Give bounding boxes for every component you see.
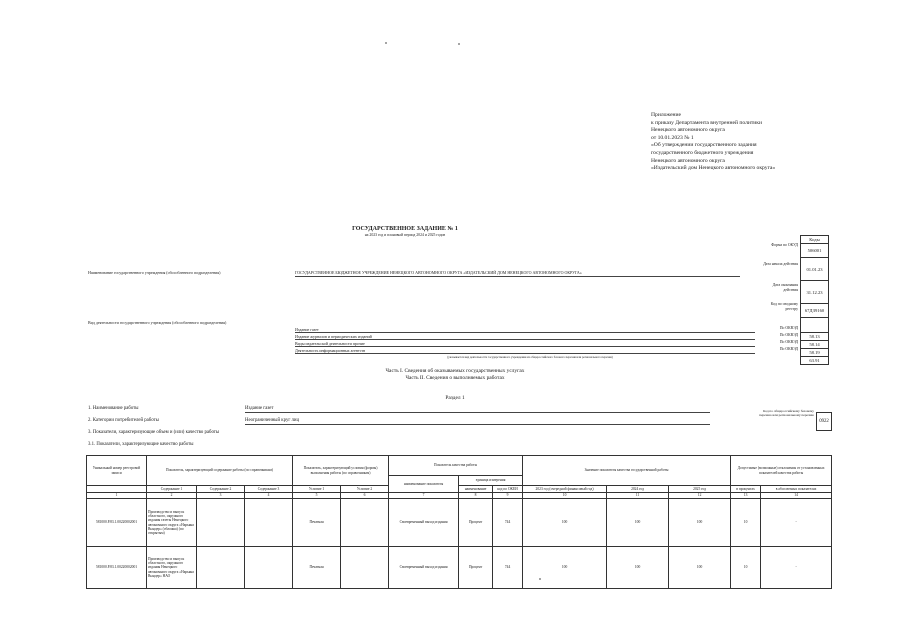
row-id: 581000.Р.83.1.00220002001 xyxy=(87,499,147,547)
th-sub-absolute: в абсолютных показателях xyxy=(761,486,832,493)
row-id: 581000.Р.83.1.00220002001 xyxy=(87,547,147,589)
row-unit: Процент xyxy=(459,499,493,547)
appendix-block xyxy=(651,112,841,173)
col-num: 9 xyxy=(493,493,523,499)
th-unique-number: Уникальный номер реестровой записи xyxy=(87,456,147,486)
work-quality-label: 3.1. Показатели, характеризующие качество работы xyxy=(88,442,194,447)
row-absolute: - xyxy=(761,499,832,547)
activity-item-2: Издание журналов и периодических изданий xyxy=(295,334,372,339)
th-quality: Показатель качества работы xyxy=(389,456,523,476)
row-condition: Печатная xyxy=(293,547,341,589)
row-absolute: - xyxy=(761,547,832,589)
institution-name: ГОСУДАРСТВЕННОЕ БЮДЖЕТНОЕ УЧРЕЖДЕНИЕ НЕНЕЦКОГО АВТОНОМНОГО ОКРУГА «ИЗДАТЕЛЬСКИЙ ДОМ НЕНЕЦКОГО АВТОНОМНОГО ОКРУГА» xyxy=(295,270,582,275)
th-sub-cond-1: Условие 1 xyxy=(293,486,341,493)
table-row xyxy=(87,499,832,547)
th-sub-year-2024: 2024 год xyxy=(607,486,669,493)
col-num: 2 xyxy=(147,493,197,499)
scan-speck xyxy=(458,43,460,45)
row-content: Производство и выпуск областного, окружного издания Ненецкого автономного округа «Нарьяна Вындер» НАО xyxy=(147,547,197,589)
th-sub-content-2: Содержание 2 xyxy=(197,486,245,493)
th-values: Значение показателя качества государственной работы xyxy=(523,456,731,486)
work-name-underline xyxy=(245,412,710,413)
code-form: 506001 xyxy=(801,244,828,258)
th-sub-cond-2: Условие 2 xyxy=(341,486,389,493)
activity-item-4: Деятельность информационных агентств xyxy=(295,348,366,353)
col-num: 6 xyxy=(341,493,389,499)
appendix-line: от 10.01.2023 № 1 xyxy=(651,134,694,141)
th-unit: единица измерения xyxy=(459,476,523,486)
activity-line-4 xyxy=(295,353,755,354)
code-end-label: Дата окончания действия xyxy=(772,283,798,292)
row-value-2024: 100 xyxy=(607,499,669,547)
col-num: 3 xyxy=(197,493,245,499)
part-1-heading: Часть I. Сведения об оказываемых государственных услугах xyxy=(385,368,525,374)
code-start-label: Дата начала действия xyxy=(763,262,798,266)
activity-line-3 xyxy=(295,346,755,347)
work-name-value: Издание газет xyxy=(245,406,274,411)
work-code-value: 0922 xyxy=(816,412,832,431)
okved-label-2: По ОКВЭД xyxy=(779,333,798,337)
row-value-2024: 100 xyxy=(607,547,669,589)
table-row xyxy=(87,547,832,589)
document-title: ГОСУДАРСТВЕННОЕ ЗАДАНИЕ № 1 xyxy=(352,226,458,232)
row-indicator: Своевременный выход издания xyxy=(389,547,459,589)
code-start: 01.01.23 xyxy=(801,258,828,281)
col-num: 1 xyxy=(87,493,147,499)
col-num: 7 xyxy=(389,493,459,499)
part-2-heading: Часть II. Сведения о выполняемых работах xyxy=(405,375,505,381)
appendix-line: «Издательский дом Ненецкого автономного округа» xyxy=(651,165,776,172)
col-num: 4 xyxy=(245,493,293,499)
row-indicator: Своевременный выход издания xyxy=(389,499,459,547)
code-reg: 67ДЗ9160 xyxy=(801,304,828,318)
th-content: Показатель, характеризующий содержание работы (по справочникам) xyxy=(147,456,293,486)
activity-note: (указывается вид деятельности государственного учреждения из общероссийского базового перечня или регионального перечня) xyxy=(447,355,613,359)
th-indicator-name: наименование показателя xyxy=(389,476,459,493)
work-indicators-label: 3. Показатели, характеризующие объем и (или) качество работы xyxy=(88,430,220,435)
code-end: 31.12.23 xyxy=(801,281,828,304)
col-num: 14 xyxy=(761,493,832,499)
row-value-2023: 100 xyxy=(523,547,607,589)
institution-label: Наименование государственного учреждения (обособленного подразделения) xyxy=(88,270,221,275)
activity-label: Вид деятельности государственного учреждения (обособленного подразделения) xyxy=(88,320,227,325)
col-num: 12 xyxy=(669,493,731,499)
quality-table xyxy=(86,455,832,589)
row-percent: 10 xyxy=(731,499,761,547)
code-okved-2: 58.14 xyxy=(801,341,828,349)
appendix-line: Ненецкого автономного округа xyxy=(651,157,725,164)
row-percent: 10 xyxy=(731,547,761,589)
col-num: 8 xyxy=(459,493,493,499)
activity-line-1 xyxy=(295,332,755,333)
row-unit: Процент xyxy=(459,547,493,589)
scan-speck xyxy=(539,578,541,580)
work-code-label: Код по общероссийскому базовому перечню или региональному перечню xyxy=(759,409,814,418)
codes-box xyxy=(800,235,829,365)
appendix-line: Ненецкого автономного округа xyxy=(651,127,725,134)
col-num: 11 xyxy=(607,493,669,499)
work-name-label: 1. Наименование работы xyxy=(88,406,139,411)
work-category-value: Неограниченный круг лиц xyxy=(245,418,300,423)
scan-speck xyxy=(385,42,387,44)
activity-line-2 xyxy=(295,339,755,340)
row-value-2025: 100 xyxy=(669,499,731,547)
document-subtitle: на 2023 год и плановый период 2024 и 2025 годов xyxy=(364,233,446,237)
row-okei: 744 xyxy=(493,547,523,589)
row-value-2025: 100 xyxy=(669,547,731,589)
row-content: Производство и выпуск областного, окружного издания газеты Ненецкого автономного округа «Нарьяна Вындер» (обложка) (по открытым) xyxy=(147,499,197,547)
th-sub-unit-name: наименование xyxy=(459,486,493,493)
code-okved-1: 58.13 xyxy=(801,332,828,341)
code-okved-3: 58.19 xyxy=(801,349,828,357)
th-sub-okei: код по ОКЕИ xyxy=(493,486,523,493)
appendix-line: государственного бюджетного учреждения xyxy=(651,149,754,156)
row-condition: Печатная xyxy=(293,499,341,547)
row-value-2023: 100 xyxy=(523,499,607,547)
th-sub-year-2023: 2023 год (очередной финансовый год) xyxy=(523,486,607,493)
activity-item-3: Виды издательской деятельности прочие xyxy=(295,341,365,346)
okved-label-4: По ОКВЭД xyxy=(779,347,798,351)
institution-underline xyxy=(295,276,740,277)
col-num: 10 xyxy=(523,493,607,499)
col-num: 13 xyxy=(731,493,761,499)
appendix-line: «Об утверждении государственного задания xyxy=(651,142,757,149)
appendix-line: Приложение xyxy=(651,112,682,118)
th-sub-content-1: Содержание 1 xyxy=(147,486,197,493)
okved-label-3: По ОКВЭД xyxy=(779,340,798,344)
activity-item-1: Издание газет xyxy=(295,327,319,332)
work-category-label: 2. Категории потребителей работы xyxy=(88,418,159,423)
col-num: 5 xyxy=(293,493,341,499)
th-sub-percent: в процентах xyxy=(731,486,761,493)
code-okved-4: 63.91 xyxy=(809,358,820,363)
th-deviation: Допустимые (возможные) отклонения от установленных показателей качества работы xyxy=(731,456,832,486)
section-heading: Раздел 1 xyxy=(445,395,465,401)
row-okei: 744 xyxy=(493,499,523,547)
codes-header: Коды xyxy=(801,236,828,244)
th-sub-year-2025: 2025 год xyxy=(669,486,731,493)
work-category-underline xyxy=(245,424,710,425)
appendix-line: к приказу Департамента внутренней политики xyxy=(651,119,763,126)
okved-label-1: По ОКВЭД xyxy=(779,326,798,330)
code-reg-label: Код по сводному реестру xyxy=(770,302,798,311)
th-conditions: Показатель, характеризующий условия (формы) выполнения работы (по справочникам) xyxy=(293,456,389,486)
code-form-label: Форма по ОКУД xyxy=(771,243,798,247)
th-sub-content-3: Содержание 3 xyxy=(245,486,293,493)
